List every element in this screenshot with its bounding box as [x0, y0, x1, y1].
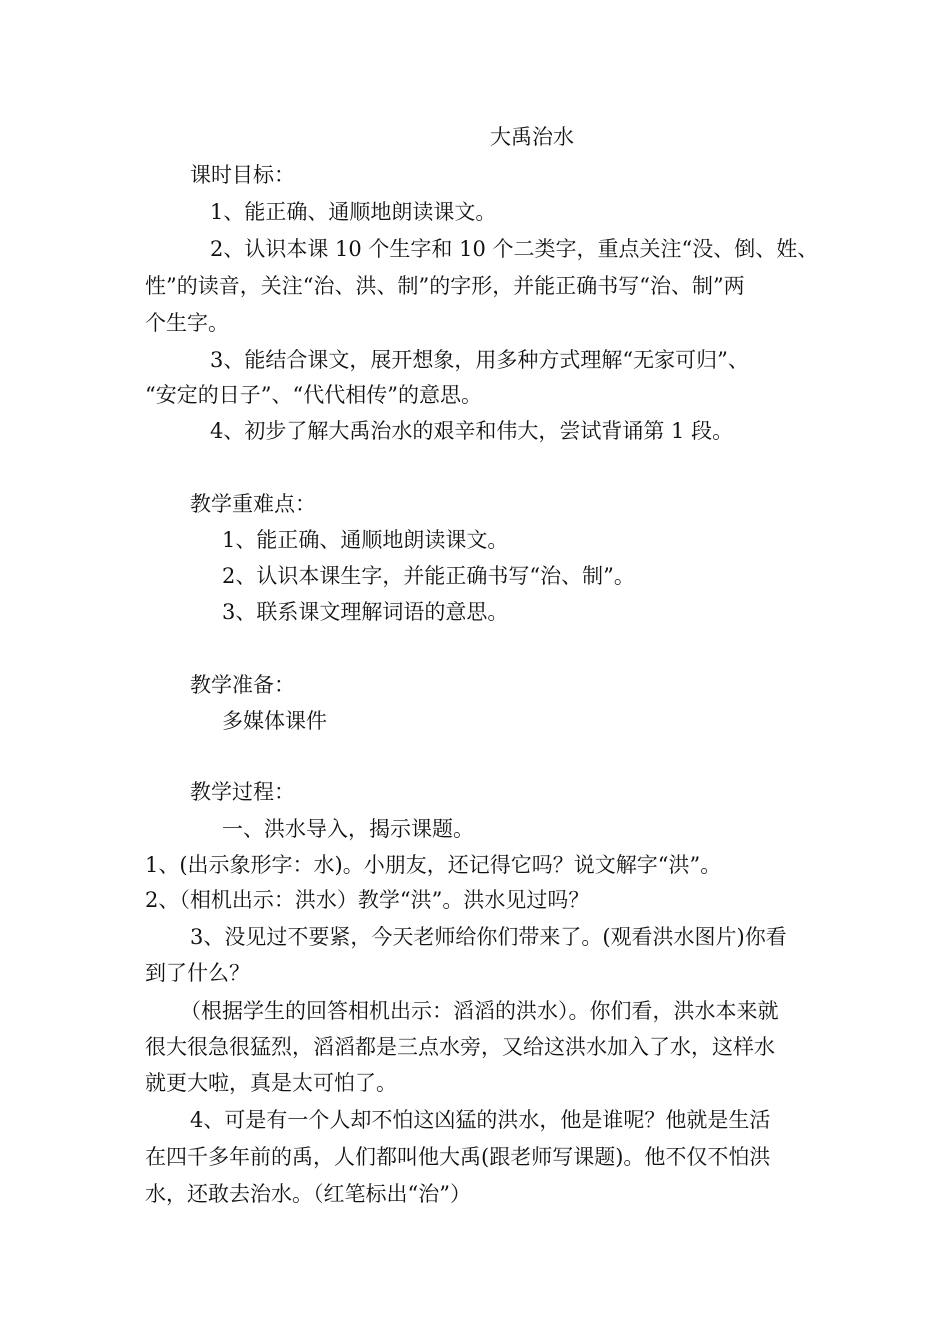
objective-item-3-line-1: 3、能结合课文，展开想象，用多种方式理解“无家可归”、 — [210, 348, 749, 372]
key-point-item-3: 3、联系课文理解词语的意思。 — [222, 600, 509, 624]
process-step-4-line-3: 水，还敢去治水。（红笔标出“治”） — [145, 1182, 471, 1206]
objective-item-4: 4、初步了解大禹治水的艰辛和伟大，尝试背诵第 1 段。 — [210, 419, 734, 443]
process-step-2: 2、（相机出示：洪水）教学“洪”。洪水见过吗？ — [145, 888, 590, 912]
document-title: 大禹治水 — [490, 125, 574, 149]
objective-item-2-line-2: 性”的读音，关注“治、洪、制”的字形，并能正确书写“治、制”两 — [145, 274, 745, 298]
key-point-item-2: 2、认识本课生字，并能正确书写“治、制”。 — [222, 564, 635, 588]
objective-item-2-line-3: 个生字。 — [145, 311, 229, 335]
process-step-1: 1、(出示象形字：水)。小朋友，还记得它吗？说文解字“洪”。 — [145, 853, 722, 877]
preparation-heading: 教学准备： — [190, 673, 295, 697]
process-paragraph-line-3: 就更大啦，真是太可怕了。 — [145, 1071, 397, 1095]
key-point-item-1: 1、能正确、通顺地朗读课文。 — [222, 528, 509, 552]
process-step-3-line-2: 到了什么？ — [145, 961, 250, 985]
process-paragraph-line-2: 很大很急很猛烈，滔滔都是三点水旁，又给这洪水加入了水，这样水 — [145, 1035, 775, 1059]
objective-item-3-line-2: “安定的日子”、“代代相传”的意思。 — [145, 383, 482, 407]
process-section-1: 一、洪水导入，揭示课题。 — [222, 817, 474, 841]
objectives-heading: 课时目标： — [190, 163, 295, 187]
objective-item-2-line-1: 2、认识本课 10 个生字和 10 个二类字，重点关注“没、倒、姓、 — [210, 237, 819, 261]
process-heading: 教学过程： — [190, 780, 295, 804]
key-points-heading: 教学重难点： — [190, 492, 316, 516]
process-step-4-line-1: 4、可是有一个人却不怕这凶猛的洪水，他是谁呢？他就是生活 — [190, 1108, 771, 1132]
preparation-item: 多媒体课件 — [222, 709, 327, 733]
objective-item-1: 1、能正确、通顺地朗读课文。 — [210, 200, 497, 224]
process-step-3-line-1: 3、没见过不要紧，今天老师给你们带来了。(观看洪水图片)你看 — [190, 925, 787, 949]
process-step-4-line-2: 在四千多年前的禹，人们都叫他大禹(跟老师写课题)。他不仅不怕洪 — [145, 1145, 771, 1169]
process-paragraph-line-1: （根据学生的回答相机出示：滔滔的洪水）。你们看，洪水本来就 — [180, 999, 779, 1023]
